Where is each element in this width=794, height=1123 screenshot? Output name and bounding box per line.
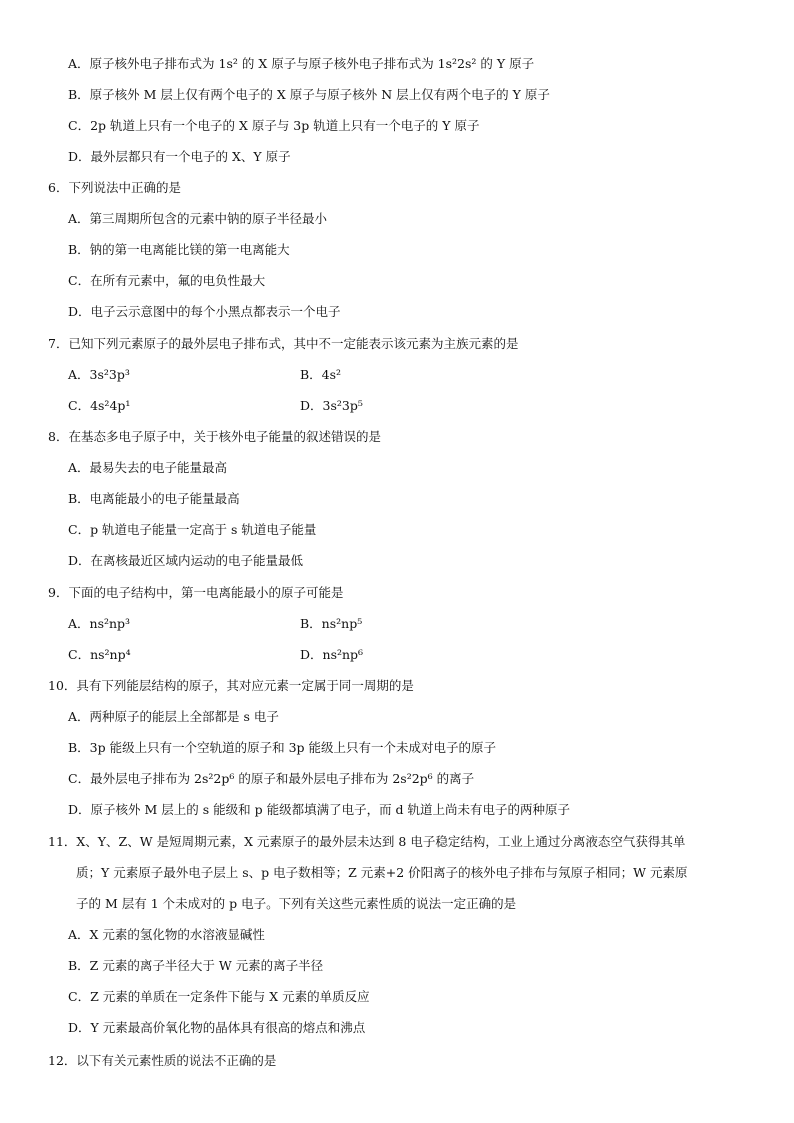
q8-option-a: A．最易失去的电子能量最高 <box>68 460 228 475</box>
q5-option-a: A．原子核外电子排布式为 1s² 的 X 原子与原子核外电子排布式为 1s²2s² 的 Y 原子 <box>68 56 535 71</box>
q9-stem: 9．下面的电子结构中，第一电离能最小的原子可能是 <box>48 585 344 600</box>
q9-option-a: A．ns²np³ <box>68 616 131 631</box>
q11-option-d: D．Y 元素最高价氧化物的晶体具有很高的熔点和沸点 <box>68 1020 366 1035</box>
q11-stem-line-3: 子的 M 层有 1 个未成对的 p 电子。下列有关这些元素性质的说法一定正确的是 <box>76 896 517 911</box>
q10-option-d: D．原子核外 M 层上的 s 能级和 p 能级都填满了电子，而 d 轨道上尚未有电子的两种原子 <box>68 802 571 817</box>
q5-option-c: C．2p 轨道上只有一个电子的 X 原子与 3p 轨道上只有一个电子的 Y 原子 <box>68 118 480 133</box>
q7-option-d: D．3s²3p⁵ <box>300 398 363 413</box>
q6-option-d: D．电子云示意图中的每个小黑点都表示一个电子 <box>68 304 341 319</box>
q10-option-c: C．最外层电子排布为 2s²2p⁶ 的原子和最外层电子排布为 2s²2p⁶ 的离子 <box>68 771 475 786</box>
q5-option-d: D．最外层都只有一个电子的 X、Y 原子 <box>68 149 291 164</box>
q6-stem: 6．下列说法中正确的是 <box>48 180 181 195</box>
q6-option-c: C．在所有元素中，氟的电负性最大 <box>68 273 266 288</box>
q7-stem: 7．已知下列元素原子的最外层电子排布式，其中不一定能表示该元素为主族元素的是 <box>48 336 519 351</box>
q7-option-a: A．3s²3p³ <box>68 367 130 382</box>
q10-stem: 10．具有下列能层结构的原子，其对应元素一定属于同一周期的是 <box>48 678 414 693</box>
q7-option-b: B．4s² <box>300 367 342 382</box>
q5-option-b: B．原子核外 M 层上仅有两个电子的 X 原子与原子核外 N 层上仅有两个电子的 Y 原子 <box>68 87 550 102</box>
q8-option-d: D．在离核最近区域内运动的电子能量最低 <box>68 553 304 568</box>
q11-stem-line-2: 质；Y 元素原子最外电子层上 s、p 电子数相等；Z 元素+2 价阳离子的核外电子排布与氖原子相同；W 元素原 <box>76 865 688 880</box>
q9-option-b: B．ns²np⁵ <box>300 616 363 631</box>
q12-stem: 12．以下有关元素性质的说法不正确的是 <box>48 1053 277 1068</box>
q11-option-b: B．Z 元素的离子半径大于 W 元素的离子半径 <box>68 958 324 973</box>
q7-option-c: C．4s²4p¹ <box>68 398 131 413</box>
q11-stem-line-1: 11．X、Y、Z、W 是短周期元素，X 元素原子的最外层未达到 8 电子稳定结构，工业上通过分离液态空气获得其单 <box>48 834 686 849</box>
q6-option-b: B．钠的第一电离能比镁的第一电离能大 <box>68 242 290 257</box>
q8-stem: 8．在基态多电子原子中，关于核外电子能量的叙述错误的是 <box>48 429 381 444</box>
q9-option-d: D．ns²np⁶ <box>300 647 364 662</box>
q11-option-a: A．X 元素的氢化物的水溶液显碱性 <box>68 927 265 942</box>
q10-option-b: B．3p 能级上只有一个空轨道的原子和 3p 能级上只有一个未成对电子的原子 <box>68 740 497 755</box>
q9-option-c: C．ns²np⁴ <box>68 647 131 662</box>
q6-option-a: A．第三周期所包含的元素中钠的原子半径最小 <box>68 211 328 226</box>
q11-option-c: C．Z 元素的单质在一定条件下能与 X 元素的单质反应 <box>68 989 370 1004</box>
q10-option-a: A．两种原子的能层上全部都是 s 电子 <box>68 709 279 724</box>
q8-option-b: B．电离能最小的电子能量最高 <box>68 491 240 506</box>
q8-option-c: C．p 轨道电子能量一定高于 s 轨道电子能量 <box>68 522 317 537</box>
